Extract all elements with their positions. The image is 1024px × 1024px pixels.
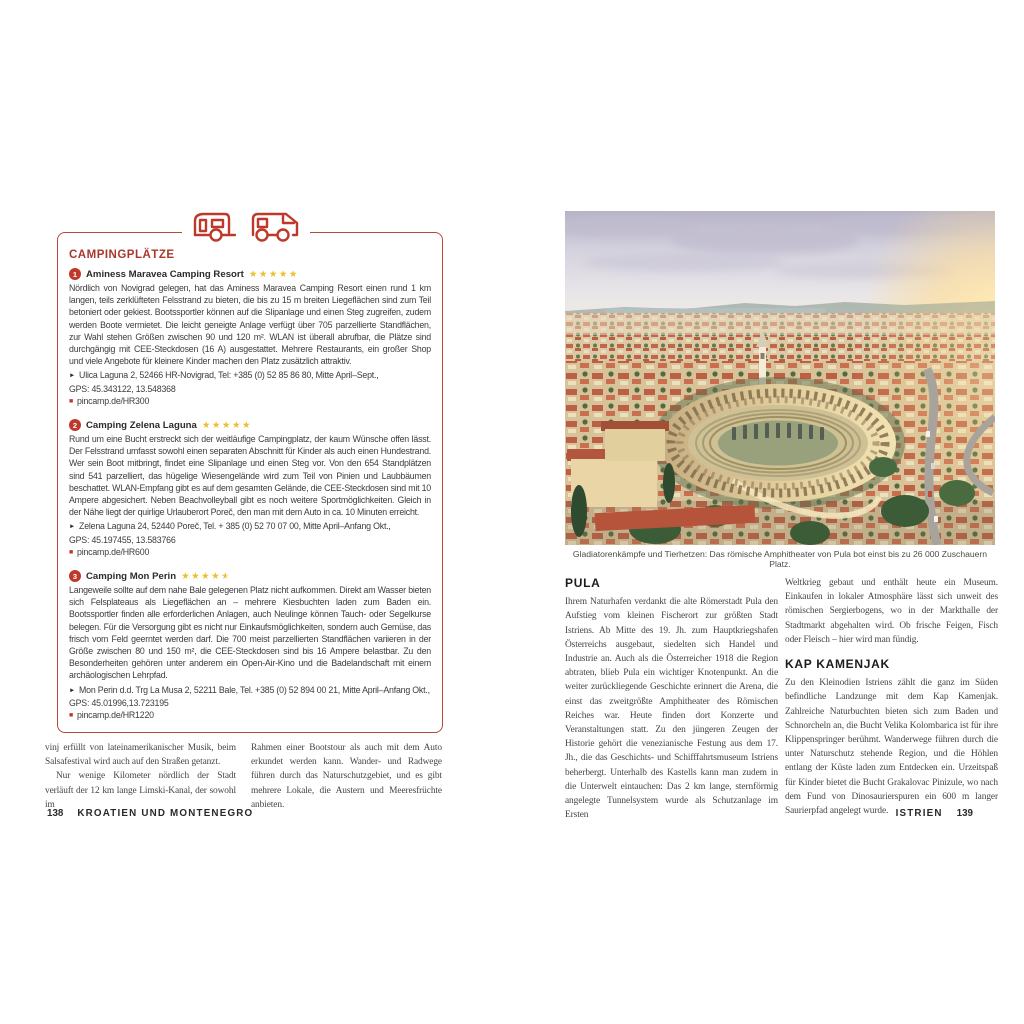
entry-website <box>69 709 431 722</box>
star-rating <box>202 420 252 431</box>
stars-full: ★★★★★ <box>248 268 299 280</box>
page-number: 139 <box>956 808 973 819</box>
entry-name: Camping Mon Perin <box>86 570 177 582</box>
campingplaetze-box <box>57 232 443 733</box>
entry-name: Camping Zelena Laguna <box>86 419 197 431</box>
entry-number-badge: 3 <box>69 570 81 582</box>
address-marker-icon: ► <box>69 372 76 380</box>
page-number: 138 <box>47 808 64 819</box>
star-rating <box>249 269 299 280</box>
right-text-column-1 <box>565 576 778 822</box>
web-marker-icon: ■ <box>69 397 74 405</box>
paragraph: Nur wenige Kilometer nördlich der Stadt verläuft der 12 km lange Limski-Kanal, der sowohl im <box>45 771 236 810</box>
section-heading-pula: PULA <box>565 576 601 590</box>
entry-number-badge: 2 <box>69 419 81 431</box>
section-heading-kap-kamenjak: KAP KAMENJAK <box>785 657 890 672</box>
paragraph: Ihrem Naturhafen verdankt die alte Römerstadt Pula den Aufstieg vom kleinen Fischerort zur größten Stadt Istriens. Ab Mitte des 19. Jh. zum Hauptkriegshafen Österreichs ausgebaut, siedelten sich Handel und Industrie an. Auch als die Österreicher 1918 die Region abtraten, blieb Pula ein wichtiger Knotenpunkt. An die weiter zurückliegende Geschichte erinnert die Arena, die einst das zweitgrößte Amphitheater des Römischen Reiches war. Heute finden dort Konzerte und Veranstaltungen statt. Zu den jüngeren Zeugen der Historie gehört die venezianische Festung aus dem 17. Jh., die das Geschichts- und Schifffahrtsmuseum Istriens beherbergt. Unterhalb des Kastells kann man zudem in die Unterwelt eintauchen: Das 2 km lange, sternförmig angelegte Tunnelsystem wurde als Schutzanlage im Ersten <box>565 597 778 821</box>
left-page-body-text <box>45 741 442 812</box>
entry-gps: GPS: 45.01996,13.723195 <box>69 697 169 708</box>
camping-entry-zelena-laguna <box>69 419 431 559</box>
entry-website <box>69 546 431 559</box>
paragraph: Weltkrieg gebaut und enthält heute ein Museum. Einkaufen in lokaler Atmosphäre lässt sich unweit des römischen Sergierbogens, wo in der Markthalle der Stadtmarkt abgehalten wird. Ob frische Feigen, Fisch oder Fleisch – hier wird man fündig. <box>785 578 998 645</box>
website-text: pincamp.de/HR300 <box>77 395 150 406</box>
entry-website <box>69 395 431 408</box>
star-half: ★ <box>221 570 232 582</box>
entry-description: Langeweile sollte auf dem nahe Bale gelegenen Platz nicht aufkommen. Direkt am Wasser bieten sich Felsplateaus als Liegeflächen an – mehrere Kiesbuchten laden zum Baden ein. Bootssportler finden alle erforderlichen Anlagen, auch Neulinge können Tauch- oder Segelkurse belegen. Für die Versorgung gibt es nicht nur Einkaufsmöglichkeiten, sondern auch Gemüse, das frisch vom Feld geerntet werden darf. Die 700 meist parzellierten Standflächen variieren in der Größe zwischen 80 und 150 m², die CEE-Steckdosen sind bis 16 Ampere belastbar. Zu den Besonderheiten gehören unter anderem ein Open-Air-Kino und die Badelandschaft mit einem archäologischen Lehrpfad. <box>69 585 431 681</box>
web-marker-icon: ■ <box>69 548 74 556</box>
harbor-water <box>605 308 825 313</box>
web-marker-icon: ■ <box>69 712 74 720</box>
photo-caption: Gladiatorenkämpfe und Tierhetzen: Das römische Amphitheater von Pula bot einst bis zu 26 000 Zuschauern Platz. <box>572 549 988 569</box>
website-text: pincamp.de/HR600 <box>77 546 150 557</box>
stars-full: ★★★★ <box>181 570 222 582</box>
camping-entry-mon-perin <box>69 570 431 722</box>
right-page-body-text <box>565 576 998 822</box>
right-page-footer <box>896 808 973 819</box>
address-text: Mon Perin d.d. Trg La Musa 2, 52211 Bale, Tel. +385 (0) 52 894 00 21, Mitte April–Anfang Okt., <box>79 684 430 695</box>
entry-gps: GPS: 45.197455, 13.583766 <box>69 534 176 545</box>
chapter-label: KROATIEN UND MONTENEGRO <box>77 808 254 819</box>
camping-entry-aminess <box>69 268 431 408</box>
entry-name: Aminess Maravea Camping Resort <box>86 268 244 280</box>
entry-address <box>69 520 431 533</box>
entry-description: Rund um eine Bucht erstreckt sich der weitläufige Campingplatz, der kaum Wünsche offen lässt. Der Felsstrand umfasst sowohl einen separaten Abschnitt für Kinder als auch einen Hundestrand. Wer sein Boot mitbringt, findet eine Slipanlage und einen Steg vor. Von den 654 Standplätzen sind 541 parzelliert, das hügelige Wiesengelände wird zum Teil von Pinien und Laubbäumen beschattet. WLAN-Empfang gibt es auf dem gesamten Gelände, die CEE-Steckdosen sind mit 10 Ampere abgesichert. Neben Beachvolleyball gibt es noch weitere Sportmöglichkeiten. Gleich in der Nähe liegt der quirlige Urlauberort Poreč, den man mit dem Auto in ca. 10 Minuten erreicht. <box>69 434 431 518</box>
camping-box-title: CAMPINGPLÄTZE <box>69 249 175 261</box>
left-text-column-2 <box>251 741 442 812</box>
address-marker-icon: ► <box>69 686 76 694</box>
address-marker-icon: ► <box>69 523 76 531</box>
photo-illustration <box>565 211 995 545</box>
paragraph: vinj erfüllt von lateinamerikanischer Musik, beim Salsafestival wird auch auf den Straßen getanzt. <box>45 743 236 768</box>
stars-full: ★★★★★ <box>201 419 252 431</box>
camping-box-icons <box>182 211 310 243</box>
left-text-column-1 <box>45 741 236 812</box>
address-text: Ulica Laguna 2, 52466 HR-Novigrad, Tel: +385 (0) 52 85 86 80, Mitte April–Sept., <box>79 370 379 381</box>
entry-address <box>69 684 431 697</box>
pula-amphitheater-photo <box>565 211 995 545</box>
entry-address <box>69 369 431 382</box>
star-rating <box>181 571 231 582</box>
entry-description: Nördlich von Novigrad gelegen, hat das Aminess Maravea Camping Resort einen rund 1 km langen, teils zerklüfteten Felsstrand zu bieten, die bis zu 15 m breiten Liegeflächen sind zum Teil betoniert oder gekiest. Bootssportler können auf die Slipanlage und einen Steg zugreifen, zudem werden Boote vermietet. Die leicht geneigte Anlage verfügt über 705 parzellierte Standflächen, zur Wahl stehen Größen zwischen 90 und 120 m². WLAN ist überall abrufbar, die Plätze sind durchgängig mit CEE-Steckdosen (16 A) ausgestattet. Mehrere Restaurants, ein großer Shop und viele Angebote für kleinere Kinder machen den Platz zusätzlich attraktiv. <box>69 283 431 367</box>
arena-stage-rows <box>732 423 824 440</box>
left-page-footer <box>47 808 253 819</box>
entry-gps: GPS: 45.343122, 13.548368 <box>69 383 176 394</box>
paragraph: Rahmen einer Bootstour als auch mit dem Auto erkundet werden kann. Wander- und Radwege führen durch das Naturschutzgebiet, und es gibt mehrere Lokale, die Austern und Meeresfrüchte anbieten. <box>251 743 442 810</box>
website-text: pincamp.de/HR1220 <box>77 710 154 721</box>
entry-number-badge: 1 <box>69 268 81 280</box>
chapter-label: ISTRIEN <box>895 808 943 819</box>
address-text: Zelena Laguna 24, 52440 Poreč, Tel. + 385 (0) 52 70 07 00, Mitte April–Anfang Okt., <box>79 521 391 532</box>
camper-van-icon <box>250 211 300 243</box>
paragraph: Zu den Kleinodien Istriens zählt die ganz im Süden befindliche Landzunge mit dem Kap Kamenjak. Zahlreiche Naturbuchten bieten sich zum Baden und Schnorcheln an, die Bucht Velika Kolombarica ist für ihre Klippenspringer berühmt. Wanderwege führen durch die unter Naturschutz stehende Region, und die Höhlen entlang der Küste laden zum Entdecken ein. Urzeitspaß für Kinder bietet die Bucht Grakalovac Pinizule, wo nach dem Fund von Dinosaurierspuren ein 600 m langer Saurierpfad angelegt wurde. <box>785 678 998 817</box>
right-text-column-2 <box>785 576 998 822</box>
caravan-icon <box>192 211 236 243</box>
